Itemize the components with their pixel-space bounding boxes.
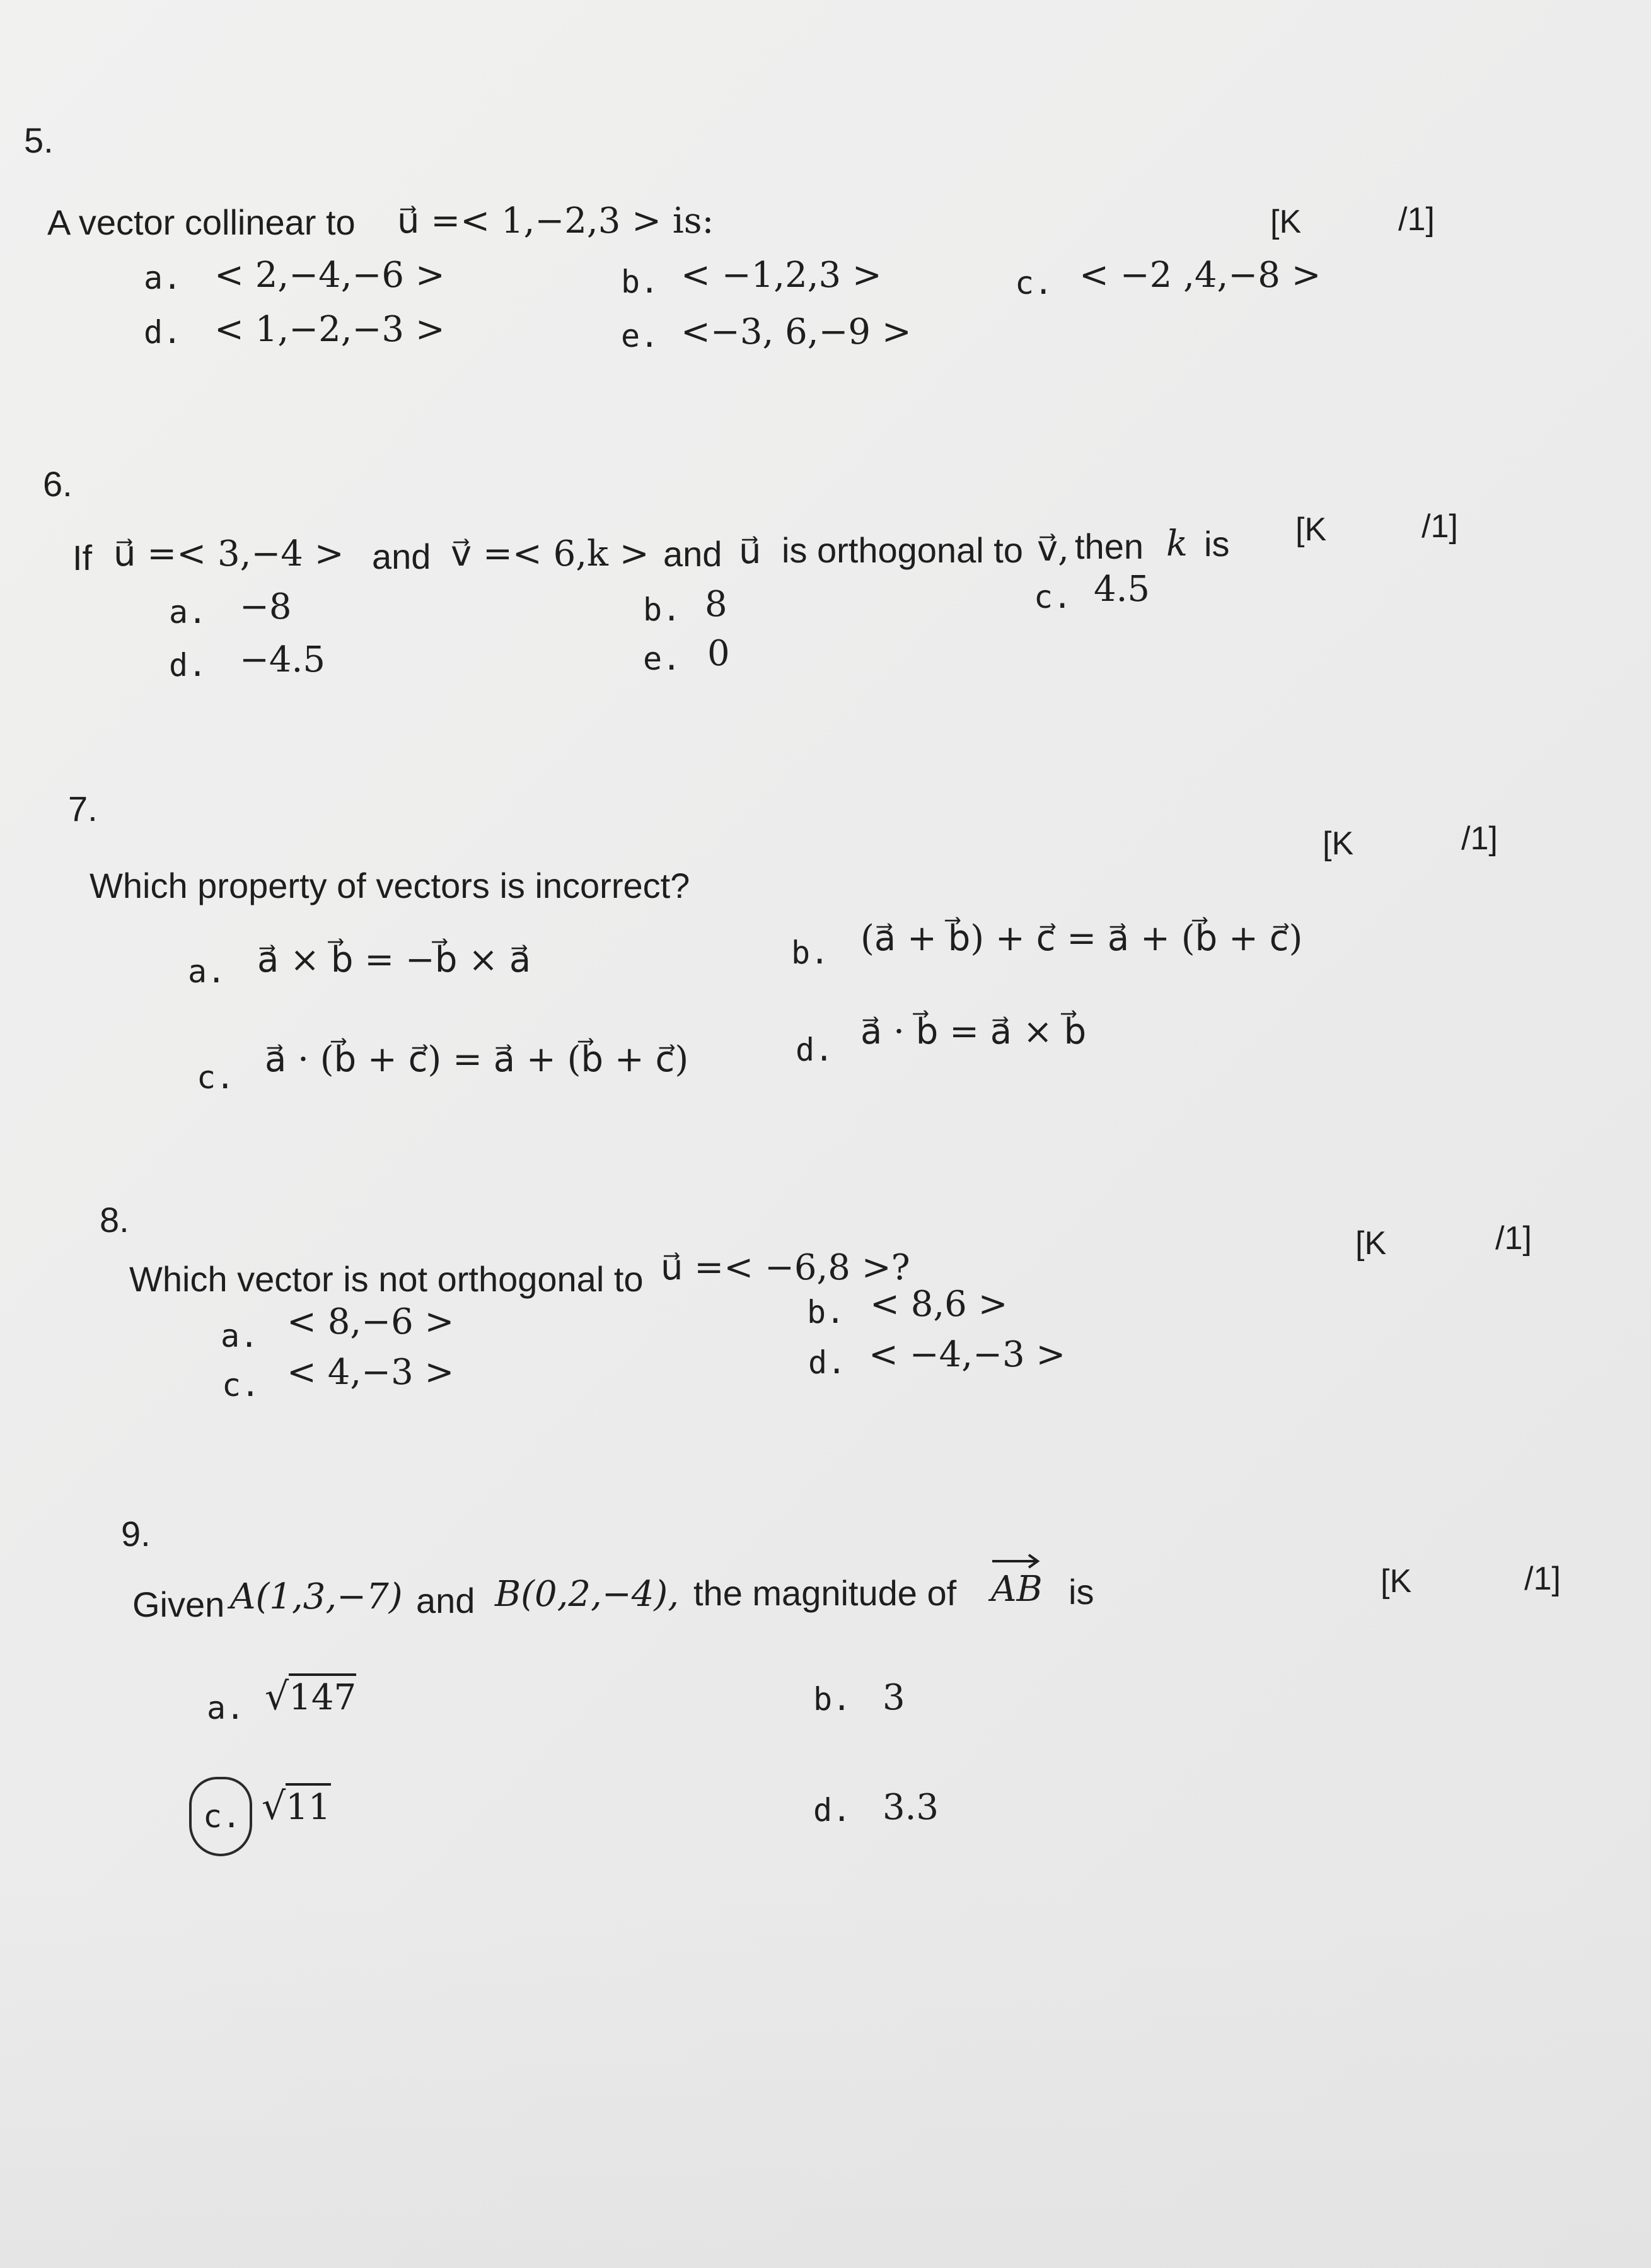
option-value[interactable]: < −1,2,3 >	[681, 255, 882, 296]
option-label: b.	[807, 1294, 845, 1330]
option-value[interactable]: −4.5	[240, 639, 325, 680]
option-value[interactable]: −8	[240, 586, 292, 627]
mark-score: /1]	[1398, 201, 1435, 238]
option-label: a.	[144, 260, 182, 296]
option-value[interactable]: 0	[707, 633, 730, 674]
option-value[interactable]: 3.3	[883, 1787, 939, 1828]
option-value[interactable]: a⃗ · b⃗ = a⃗ × b⃗	[860, 1011, 1087, 1052]
option-label: a.	[169, 594, 207, 631]
mark-score: /1]	[1495, 1220, 1532, 1257]
stem-point-b: B(0,2,−4),	[495, 1574, 680, 1615]
stem-is: is	[1069, 1572, 1094, 1612]
question-number: 8.	[100, 1200, 129, 1240]
option-label: d.	[808, 1344, 847, 1381]
question-vector: u⃗ =< 1,−2,3 > is:	[397, 201, 714, 241]
mark-knowledge: [K	[1323, 825, 1354, 862]
mark-knowledge: [K	[1270, 204, 1302, 240]
option-label: d.	[813, 1792, 852, 1829]
option-label: b.	[643, 591, 681, 628]
mark-knowledge: [K	[1295, 511, 1327, 548]
stem-and: and	[663, 534, 722, 574]
stem-vector-u: u⃗ =< 3,−4 >	[113, 533, 344, 574]
mark-score: /1]	[1524, 1561, 1561, 1597]
stem-if: If	[72, 538, 93, 578]
mark-knowledge: [K	[1355, 1225, 1387, 1262]
question-stem: Which vector is not orthogonal to	[129, 1259, 644, 1299]
option-value[interactable]: < 8,6 >	[870, 1284, 1008, 1325]
option-label: b.	[621, 264, 659, 300]
question-stem: A vector collinear to	[47, 202, 356, 242]
mark-score: /1]	[1422, 508, 1458, 545]
option-label: c.	[222, 1367, 260, 1404]
mark-score: /1]	[1461, 820, 1498, 857]
stem-and: and	[416, 1581, 475, 1620]
option-value[interactable]: a⃗ · (b⃗ + c⃗) = a⃗ + (b⃗ + c⃗)	[265, 1039, 689, 1080]
stem-then: then	[1075, 526, 1144, 566]
option-value[interactable]: < 1,−2,−3 >	[214, 309, 445, 350]
option-label: c.	[1015, 265, 1053, 301]
option-label: a.	[188, 953, 226, 990]
stem-orthogonal: is orthogonal to	[782, 530, 1023, 570]
option-value[interactable]: <−3, 6,−9 >	[681, 311, 912, 352]
option-label: c.	[203, 1798, 241, 1835]
stem-point-a: A(1,3,−7)	[230, 1576, 403, 1617]
option-label: e.	[643, 641, 681, 677]
option-label: d.	[796, 1032, 834, 1068]
option-label: d.	[169, 647, 207, 683]
option-value[interactable]: < −2 ,4,−8 >	[1079, 255, 1321, 296]
option-value[interactable]: √11	[262, 1784, 331, 1829]
option-value[interactable]: 3	[883, 1677, 905, 1718]
option-label: b.	[813, 1681, 852, 1718]
question-vector: u⃗ =< −6,8 >?	[661, 1247, 910, 1288]
radicand: 147	[289, 1673, 356, 1718]
stem-given: Given	[132, 1585, 225, 1624]
option-value[interactable]: < 8,−6 >	[287, 1301, 455, 1342]
option-label: a.	[221, 1318, 259, 1354]
stem-k: k	[1166, 523, 1188, 564]
option-label: d.	[144, 314, 182, 351]
question-number: 5.	[24, 120, 54, 160]
question-number: 6.	[43, 464, 72, 504]
option-value[interactable]: < 4,−3 >	[287, 1352, 455, 1393]
option-value[interactable]: < −4,−3 >	[869, 1334, 1066, 1375]
option-label: b.	[791, 934, 830, 971]
option-label: c.	[197, 1059, 235, 1096]
page-shadow	[0, 1892, 1651, 2268]
stem-and: and	[372, 537, 431, 576]
stem-vector-v2: v⃗,	[1037, 528, 1069, 569]
vector-arrow-icon	[991, 1550, 1041, 1569]
vector-ab-label: AB	[991, 1569, 1043, 1610]
mark-knowledge: [K	[1381, 1563, 1412, 1600]
option-label: a.	[207, 1690, 245, 1726]
question-number: 9.	[121, 1514, 151, 1554]
question-number: 7.	[68, 789, 98, 829]
question-stem: Which property of vectors is incorrect?	[90, 866, 690, 905]
stem-is: is	[1204, 524, 1230, 564]
option-label: c.	[1034, 579, 1072, 615]
option-value[interactable]: a⃗ × b⃗ = −b⃗ × a⃗	[257, 939, 531, 980]
option-value[interactable]: 8	[705, 584, 727, 625]
option-value[interactable]: 4.5	[1094, 569, 1150, 610]
option-label: e.	[621, 318, 659, 354]
radicand: 11	[286, 1783, 330, 1828]
option-value[interactable]: √147	[265, 1675, 357, 1719]
stem-vector-v: v⃗ =< 6,k >	[451, 533, 649, 574]
option-value[interactable]: < 2,−4,−6 >	[214, 255, 445, 296]
stem-vector-ab	[991, 1569, 1043, 1610]
option-value[interactable]: (a⃗ + b⃗) + c⃗ = a⃗ + (b⃗ + c⃗)	[860, 918, 1303, 959]
stem-vector-u2: u⃗	[739, 531, 762, 572]
stem-magnitude: the magnitude of	[693, 1573, 957, 1613]
